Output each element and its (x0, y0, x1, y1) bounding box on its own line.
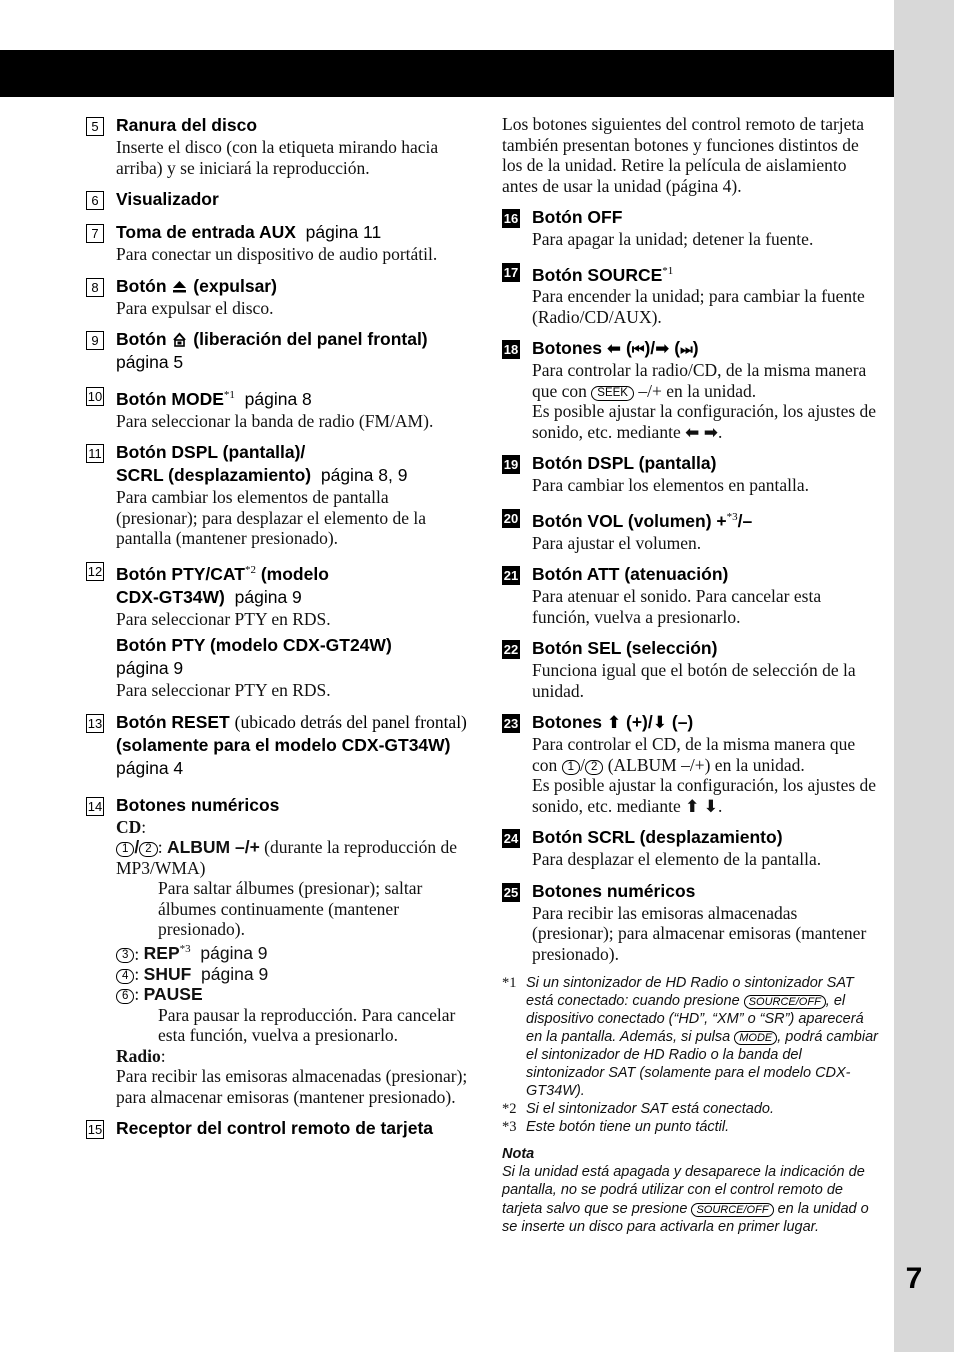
item-description: Para controlar el CD, de la misma manera que con (532, 734, 856, 775)
item-5 (86, 114, 471, 178)
item-number: 24 (503, 831, 519, 847)
item-title: Botones numéricos (532, 880, 696, 901)
page-ref: página 9 (234, 586, 302, 607)
item-title: Botón SOURCE (532, 264, 663, 285)
page-ref: página 8 (244, 388, 312, 409)
item-title: Visualizador (116, 189, 219, 209)
item-24 (502, 826, 882, 870)
item-number: 8 (86, 278, 104, 297)
seek-button-icon: SEEK (591, 386, 634, 401)
item-7 (86, 221, 471, 265)
arrow-left-icon: ⬅ (606, 339, 622, 360)
item-19 (502, 452, 882, 496)
footnotes (502, 974, 882, 1136)
item-description: Para apagar la unidad; detener la fuente. (532, 229, 814, 249)
item-description: Para encender la unidad; para cambiar la fuente (Radio/CD/AUX). (532, 286, 865, 327)
note-title: Nota (502, 1146, 535, 1163)
item-title: Botones (532, 338, 602, 359)
item-number: 16 (503, 211, 519, 226)
header-bar (0, 50, 894, 97)
item-description: Para recibir las emisoras almacenadas (presionar); para almacenar emisoras (mantener presionado). (532, 902, 867, 964)
item-18: 18 Botones ⬅ (⏮)/➡ (⏭) Para controlar la radio/CD, de la misma manera que con SEEK –/+ en la unidad. Es posible ajustar la configuración, los ajustes de sonido, etc. mediante ⬅ ➡. (503, 338, 877, 443)
album-label: ALBUM –/+ (166, 837, 260, 858)
item-number: 13 (87, 715, 103, 731)
item-10: 10 Botón MODE$^{*1}$ página 8 Para seleccionar la banda de radio (FM/AM). (86, 384, 471, 431)
rep-label: REP (143, 943, 180, 964)
item-description: Para atenuar el sonido. Para cancelar esta función, vuelva a presionarlo. (532, 586, 822, 627)
next-track-icon: ⏭ (680, 342, 693, 359)
item-note: (ubicado detrás del panel frontal) (234, 711, 467, 732)
item-15 (86, 1117, 471, 1140)
item-number: 7 (86, 224, 104, 243)
button-6-icon: 6 (116, 989, 134, 1004)
page-ref: página 9 (116, 658, 184, 679)
page-ref: página 11 (305, 222, 382, 242)
item-number: 10 (87, 389, 103, 404)
previous-track-icon: ⏮ (631, 342, 645, 359)
item-number: 17 (503, 264, 519, 280)
album-description: Para saltar álbumes (presionar); saltar álbumes continuamente (mantener presionado). (158, 878, 423, 940)
item-description: Para controlar la radio/CD, de la misma manera que con (532, 360, 867, 401)
item-description: Para seleccionar PTY en RDS. (116, 608, 331, 629)
item-title: Toma de entrada AUX (116, 222, 296, 242)
item-title: Botón (116, 329, 167, 349)
button-2-icon: 2 (585, 760, 603, 775)
item-description: Inserte el disco (con la etiqueta mirando hacia arriba) y se iniciará la reproducción. (116, 137, 439, 178)
item-description: Para desplazar el elemento de la pantalla. (532, 849, 822, 870)
page-ref: página 5 (116, 352, 184, 372)
intro-paragraph: Los botones siguientes del control remoto de tarjeta también presentan botones y funciones distintos de los de la unidad. Retire la película de aislamiento antes de usar la unidad (página 4). (502, 114, 865, 196)
item-title: Botón MODE (116, 388, 224, 409)
item-14: 14 Botones numéricos CD: 1 / 2 : ALBUM –/+ (durante la reproducción de MP3/WMA) Para saltar álbumes (presionar); saltar álbumes continuamente (mantener presionado). 3 : REP$^{*3}$ página 9 4 : SHUF página 9 6 : PAUSE Para pausar la reproducción. Para cancelar esta función, vuelva a presionarlo. Radio: Para recibir las emisoras almacenadas (presionar); para almacenar emisoras (mantener presionado). (86, 794, 471, 1108)
item-number: 23 (503, 716, 519, 732)
pause-label: PAUSE (143, 984, 203, 1005)
item-description: Para expulsar el disco. (116, 297, 274, 318)
item-16 (502, 206, 882, 250)
item-title: Ranura del disco (116, 115, 258, 135)
side-tab (894, 0, 954, 1352)
button-1-icon: 1 (116, 842, 134, 857)
shuf-label: SHUF (143, 963, 192, 984)
page-ref: página 4 (116, 757, 184, 778)
item-title: Botón VOL (volumen) + (532, 510, 727, 531)
item-20: 20 Botón VOL (volumen) +$^{*3}$/– Para ajustar el volumen. (502, 506, 882, 553)
item-9: 9 Botón (liberación del panel frontal) página 5 (86, 328, 471, 374)
pause-description: Para pausar la reproducción. Para cancelar esta función, vuelva a presionarlo. (158, 1004, 456, 1046)
item-number: 15 (87, 1122, 103, 1138)
mode-button-icon: MODE (734, 1031, 777, 1045)
item-title: Botones numéricos (116, 794, 280, 815)
button-2-icon: 2 (139, 842, 157, 857)
item-23: 23 Botones ⬆ (+)/⬇ (–) Para controlar el CD, de la misma manera que con 1 / 2 (ALBUM –/+) en la unidad. Es posible ajustar la configuración, los ajustes de sonido, etc. mediante ⬆ ⬇. (503, 712, 877, 817)
item-description: Para conectar un dispositivo de audio portátil. (116, 244, 438, 264)
button-3-icon: 3 (116, 948, 134, 963)
item-number: 12 (87, 563, 103, 579)
item-21 (502, 563, 882, 627)
item-title: Botón RESET (116, 711, 230, 732)
item-number: 25 (503, 884, 519, 900)
item-number: 6 (86, 191, 104, 210)
eject-icon (171, 278, 188, 295)
note-body: Si la unidad está apagada y desaparece la indicación de pantalla, no se podrá utilizar con el control remoto de tarjeta salvo que se presione SOURCE/OFF en la unidad o se inserte un disco para activarla en primer lugar. (502, 1164, 869, 1236)
item-description: Para cambiar los elementos en pantalla. (532, 475, 809, 496)
item-8: 8 Botón (expulsar) Para expulsar el disco. (86, 275, 471, 319)
page-ref: página 8, 9 (320, 465, 408, 486)
left-column (86, 114, 471, 1150)
footnote-2: *2 Si el sintonizador SAT está conectado. (502, 1101, 774, 1118)
arrow-left-icon: ⬅ (685, 422, 700, 443)
arrow-down-icon: ⬇ (703, 796, 718, 817)
arrow-up-icon: ⬆ (606, 713, 622, 734)
item-title: Botón SCRL (desplazamiento) (532, 827, 783, 848)
item-description: Para ajustar el volumen. (532, 532, 702, 553)
item-description-alt: Para seleccionar PTY en RDS. (116, 680, 331, 701)
radio-label: Radio (116, 1045, 161, 1066)
item-number: 9 (86, 331, 104, 350)
button-1-icon: 1 (562, 760, 580, 775)
item-title: Botón (116, 275, 167, 296)
arrow-right-icon: ➡ (703, 422, 718, 443)
footnote-1: *1 Si un sintonizador de HD Radio o sintonizador SAT está conectado: cuando presione SOURCE/OFF , el dispositivo conectado (“HD”, “XM” o “SR”) aparecerá en la pantalla. Además, si pulsa MODE , podrá cambiar el sintonizador de HD Radio o la banda del sintonizador SAT (solamente para el modelo CDX-GT34W). (502, 975, 878, 1100)
item-number: 18 (503, 342, 519, 358)
button-4-icon: 4 (116, 969, 134, 984)
item-title: Botón PTY/CAT (116, 563, 245, 584)
item-description: Para cambiar los elementos de pantalla (presionar); para desplazar el elemento de la pantalla (mantener presionado). (116, 487, 426, 549)
item-6 (86, 188, 471, 211)
radio-description: Para recibir las emisoras almacenadas (presionar); para almacenar emisoras (mantener presionado). (116, 1066, 468, 1107)
cd-label: CD (116, 816, 142, 837)
page-number: 7 (905, 1262, 923, 1295)
footnote-3: *3 Este botón tiene un punto táctil. (502, 1119, 730, 1136)
item-title: Botón DSPL (pantalla)/ (116, 442, 306, 463)
item-number: 20 (503, 510, 519, 526)
panel-release-icon (171, 331, 188, 348)
source-off-button-icon: SOURCE/OFF (744, 995, 826, 1009)
right-column (502, 114, 882, 1236)
item-number: 22 (503, 642, 519, 658)
item-title: Receptor del control remoto de tarjeta (116, 1118, 434, 1139)
item-12: 12 Botón PTY/CAT$^{*2}$ (modelo CDX-GT34W) página 9 Para seleccionar PTY en RDS. Botón PTY (modelo CDX-GT24W) página 9 Para seleccionar PTY en RDS. (86, 559, 471, 701)
arrow-down-icon: ⬇ (652, 713, 667, 734)
item-description: Para seleccionar la banda de radio (FM/AM). (116, 410, 434, 431)
item-number: 21 (503, 568, 519, 584)
source-off-button-icon: SOURCE/OFF (691, 1203, 773, 1217)
item-title: Botones (532, 712, 602, 733)
item-22 (502, 637, 882, 701)
item-description: Funciona igual que el botón de selección de la unidad. (532, 660, 856, 701)
item-11: 11 Botón DSPL (pantalla)/ SCRL (desplazamiento) página 8, 9 Para cambiar los elementos de pantalla (presionar); para desplazar el elemento de la pantalla (mantener presionado). (86, 441, 471, 549)
item-title: Botón ATT (atenuación) (532, 564, 729, 585)
item-title: Botón DSPL (pantalla) (532, 453, 717, 474)
item-number: 5 (86, 117, 104, 136)
item-number: 11 (86, 444, 104, 463)
item-title-alt: Botón PTY (modelo CDX-GT24W) (116, 635, 392, 656)
item-number: 19 (503, 457, 519, 473)
item-title: Botón SEL (selección) (532, 638, 718, 659)
arrow-up-icon: ⬆ (685, 796, 700, 817)
item-17: 17 Botón SOURCE$^{*1}$ Para encender la unidad; para cambiar la fuente (Radio/CD/AUX). (502, 260, 882, 328)
item-number: 14 (87, 798, 103, 814)
item-25 (502, 880, 882, 965)
item-title: Botón OFF (532, 207, 623, 227)
item-13: 13 Botón RESET (ubicado detrás del panel frontal) (solamente para el modelo CDX-GT34W) página 4 (87, 711, 467, 778)
arrow-right-icon: ➡ (655, 339, 670, 360)
